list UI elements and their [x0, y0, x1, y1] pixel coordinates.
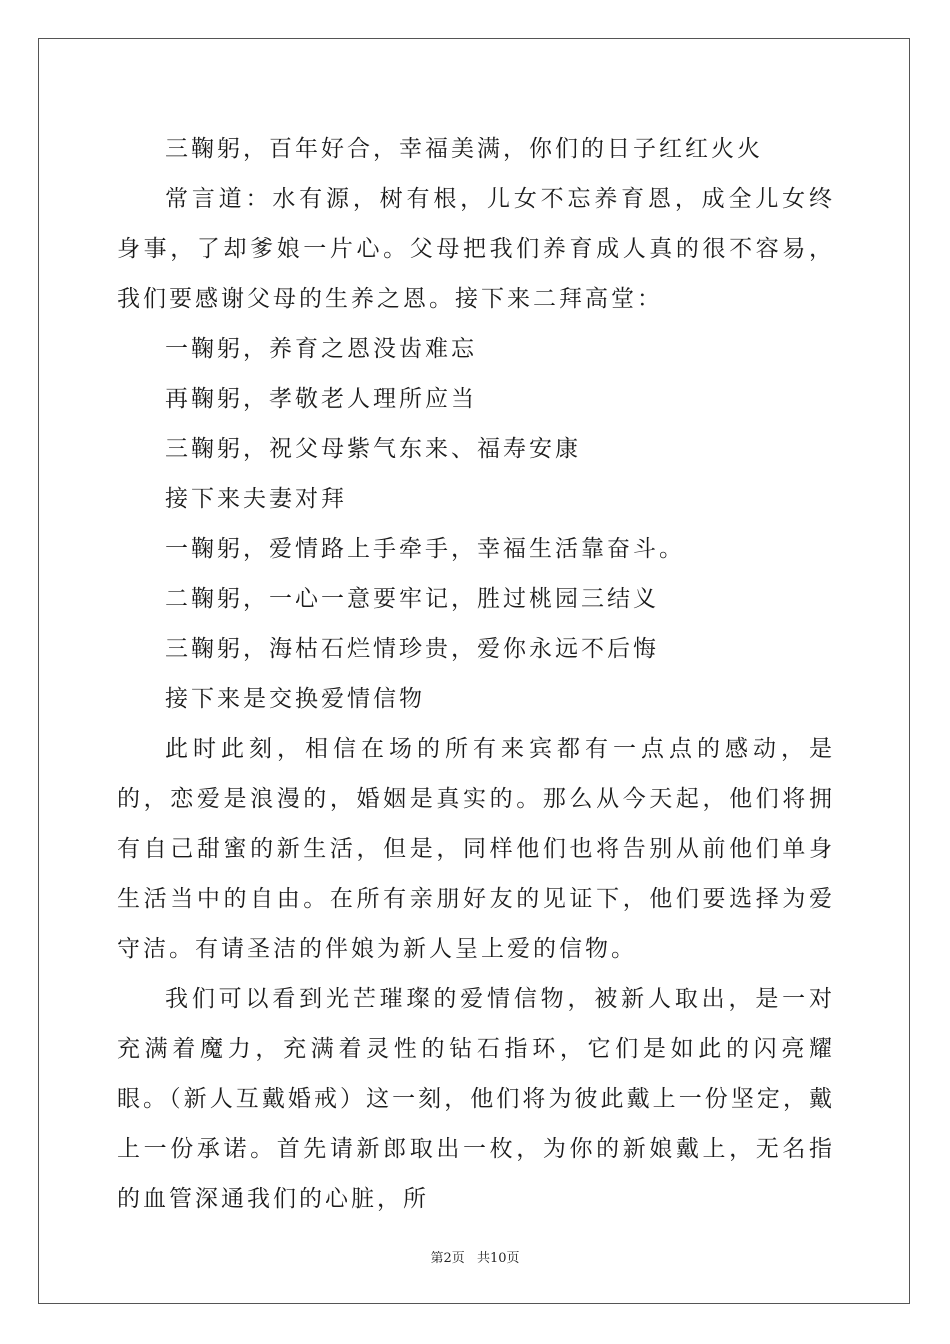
page-total: 共10页 — [476, 1251, 520, 1266]
paragraph-8: 二鞠躬，一心一意要牢记，胜过桃园三结义 — [165, 586, 659, 612]
paragraph-11: 此时此刻，相信在场的所有来宾都有一点点的感动，是的，恋爱是浪漫的，婚姻是真实的。那么从今天起，他们将拥有自己甜蜜的新生活，但是，同样他们也将告别从前他们单身生活当中的自由。在所有亲朋好友的见证下，他们要选择为爱守洁。有请圣洁的伴娘为新人呈上爱的信物。 — [117, 736, 835, 962]
page-footer — [0, 1247, 950, 1266]
paragraph-9: 三鞠躬，海枯石烂情珍贵，爱你永远不后悔 — [165, 636, 659, 662]
paragraph-5: 三鞠躬，祝父母紫气东来、福寿安康 — [165, 436, 581, 462]
paragraph-7: 一鞠躬，爱情路上手牵手，幸福生活靠奋斗。 — [165, 536, 685, 562]
paragraph-3: 一鞠躬，养育之恩没齿难忘 — [165, 336, 477, 362]
paragraph-10: 接下来是交换爱情信物 — [165, 686, 425, 712]
paragraph-6: 接下来夫妻对拜 — [165, 486, 347, 512]
paragraph-4: 再鞠躬，孝敬老人理所应当 — [165, 386, 477, 412]
page-number: 第2页 — [430, 1251, 465, 1266]
paragraph-2: 常言道：水有源，树有根，儿女不忘养育恩，成全儿女终身事，了却爹娘一片心。父母把我们养育成人真的很不容易，我们要感谢父母的生养之恩。接下来二拜高堂： — [117, 186, 835, 312]
paragraph-12: 我们可以看到光芒璀璨的爱情信物，被新人取出，是一对充满着魔力，充满着灵性的钻石指环，它们是如此的闪亮耀眼。（新人互戴婚戒）这一刻，他们将为彼此戴上一份坚定，戴上一份承诺。首先请新郎取出一枚，为你的新娘戴上，无名指的血管深通我们的心脏，所 — [117, 986, 835, 1212]
document-body — [117, 124, 835, 1224]
paragraph-1: 三鞠躬，百年好合，幸福美满，你们的日子红红火火 — [165, 136, 763, 162]
